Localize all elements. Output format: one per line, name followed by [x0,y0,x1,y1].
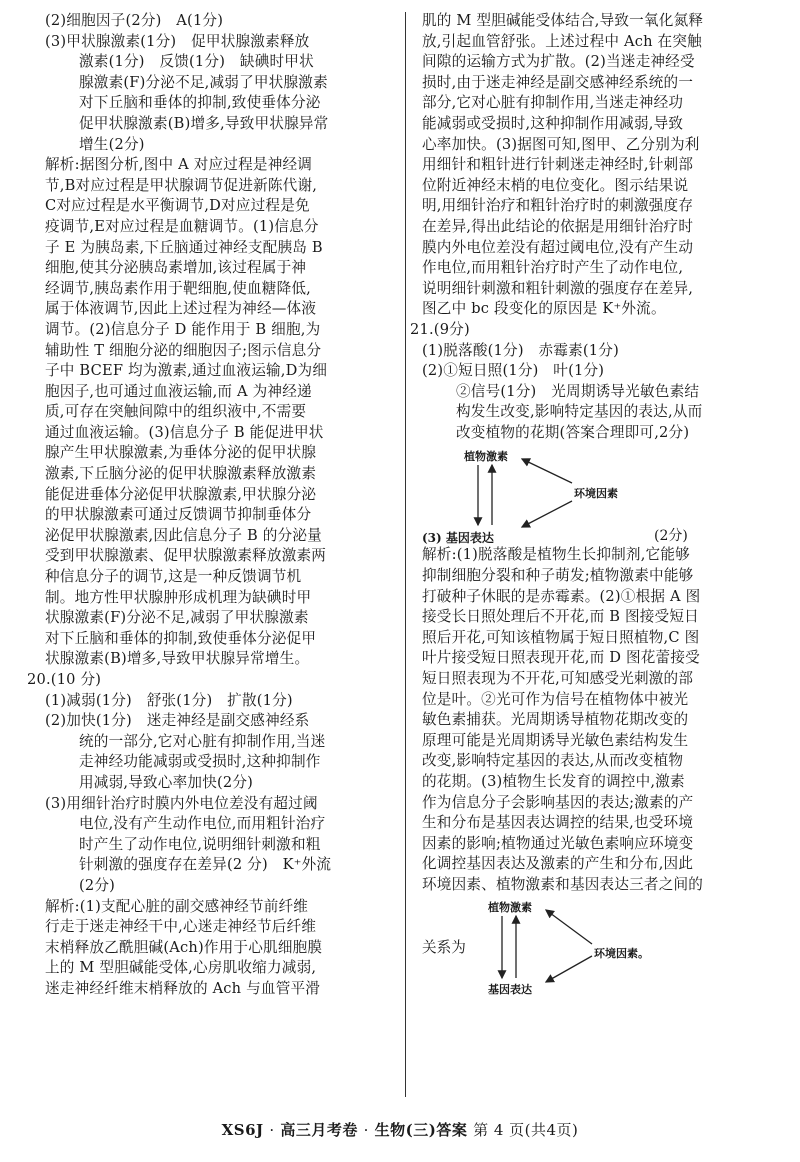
analysis-line: 位附近神经末梢的电位变化。图示结果说 [422,176,689,194]
env-to-gene-arrow [546,956,592,982]
gene-expression-label: 基因表达 [488,982,532,996]
answer-line: 走神经功能减弱或受损时,这种抑制作 [79,753,321,771]
analysis-line: 明,用细针治疗和粗针治疗时的刺激强度存 [422,197,694,215]
analysis-line: 解析:据图分析,图中 A 对应过程是神经调 [45,156,313,174]
analysis-line: 状腺激素(F)分泌不足,减弱了甲状腺激素 [45,609,309,627]
relationship-diagram-1 [422,445,782,546]
analysis-line: 生和分布是基因表达调控的结果,也受环境 [422,814,694,832]
analysis-line: 状腺激素(B)增多,导致甲状腺异常增生。 [45,650,310,668]
environment-label: 环境因素。 [594,946,649,960]
analysis-line: 短日照表现为不开花,可知感受光刺激的部 [422,670,694,688]
answer-line: 增生(2分) [79,135,145,153]
left-column [27,11,393,1000]
gene-expression-label: (3) 基因表达 [422,531,494,546]
analysis-line: 解析:(1)支配心脏的副交感神经节前纤维 [45,897,309,915]
answer-line: 电位,没有产生动作电位,而用粗针治疗 [79,815,326,833]
analysis-line: 末梢释放乙酰胆碱(Ach)作用于心肌细胞膜 [45,938,323,956]
analysis-line: 子 E 为胰岛素,下丘脑通过神经支配胰岛 B [45,238,323,256]
diagram-score: (2分) [654,528,688,545]
analysis-line: 受到甲状腺激素、促甲状腺激素释放激素两 [45,547,327,565]
plant-hormone-label: 植物激素 [488,900,532,914]
analysis-line: 位是叶。②光可作为信号在植物体中被光 [422,690,689,708]
analysis-line: 种信息分子的调节,这是一种反馈调节机 [45,568,302,586]
analysis-line: 接受长日照处理后不开花,而 B 图接受短日 [422,608,699,626]
analysis-line: 属于体液调节,因此上述过程为神经—体液 [45,300,317,318]
analysis-line: 经调节,胰岛素作用于靶细胞,使血糖降低, [45,279,312,297]
answer-line: 激素(1分) 反馈(1分) 缺碘时甲状 [79,53,314,71]
answer-line: (3)甲状腺激素(1分) 促甲状腺激素释放 [45,32,310,50]
analysis-line: 环境因素、植物激素和基因表达三者之间的 [422,875,704,893]
analysis-line: 敏色素捕获。光周期诱导植物花期改变的 [422,711,689,729]
page-footer: XS6J · 高三月考卷 · 生物(三)答案 第 4 页(共4页) [221,1121,579,1139]
analysis-line: 胞因子,也可通过血液运输,而 A 为神经递 [45,382,312,400]
question-heading: 21.(9分) [410,320,470,338]
analysis-line: 迷走神经纤维末梢释放的 Ach 与血管平滑 [45,979,321,997]
analysis-line: 节,B对应过程是甲状腺调节促进新陈代谢, [45,176,318,194]
answer-line: 针刺激的强度存在差异(2 分) K⁺外流 [79,856,332,874]
analysis-line: 行走于迷走神经干中,心迷走神经节后纤维 [45,918,317,936]
answer-line: (2分) [79,876,116,894]
env-to-gene-arrow [522,501,572,527]
analysis-line: 说明细针刺激和粗针刺激的强度存在差异, [422,279,694,297]
analysis-line: 因素的影响;植物通过光敏色素响应环境变 [422,834,694,852]
answer-line: 对下丘脑和垂体的抑制,致使垂体分泌 [79,94,321,112]
analysis-line: 能促进垂体分泌促甲状腺激素,甲状腺分泌 [45,485,317,503]
right-column [410,11,782,996]
relationship-prefix: 关系为 [422,938,466,956]
analysis-line: 肌的 M 型胆碱能受体结合,导致一氧化氮释 [422,12,704,29]
analysis-line: 图乙中 bc 段变化的原因是 K⁺外流。 [422,300,666,318]
analysis-line: 通过血液运输。(3)信息分子 B 能促进甲状 [45,423,324,441]
answer-line: (3)用细针治疗时膜内外电位差没有超过阈 [45,794,318,812]
analysis-line: 的甲状腺激素可通过反馈调节抑制垂体分 [45,506,312,524]
analysis-line: 心率加快。(3)据图可知,图甲、乙分别为利 [422,135,700,153]
analysis-line: 泌促甲状腺激素,因此信息分子 B 的分泌量 [45,526,322,544]
analysis-line: 用细针和粗针进行针刺迷走神经时,针刺部 [422,156,694,174]
env-to-hormone-arrow [522,459,572,483]
footer-exam: 高三月考卷 [280,1121,358,1139]
analysis-line: 间隙的运输方式为扩散。(2)当迷走神经受 [422,53,695,71]
question-heading: 20.(10 分) [27,671,102,688]
footer-subject: 生物(三)答案 [374,1121,468,1139]
answer-line: 构发生改变,影响特定基因的表达,从而 [456,403,703,421]
answer-line: 统的一部分,它对心脏有抑制作用,当迷 [79,732,326,750]
analysis-line: 制。地方性甲状腺肿形成机理为缺碘时甲 [45,588,312,606]
analysis-line: C对应过程是水平衡调节,D对应过程是免 [45,197,310,215]
analysis-line: 上的 M 型胆碱能受体,心房肌收缩力减弱, [45,959,317,977]
analysis-line: 损时,由于迷走神经是副交感神经系统的一 [422,73,694,91]
column-divider [405,12,406,1097]
answer-line: (2)加快(1分) 迷走神经是副交感神经系 [45,712,310,730]
answer-line: 腺激素(F)分泌不足,减弱了甲状腺激素 [79,73,328,91]
analysis-line: 照后开花,可知该植物属于短日照植物,C 图 [422,628,700,646]
analysis-line: 解析:(1)脱落酸是植物生长抑制剂,它能够 [422,546,690,564]
analysis-line: 的花期。(3)植物生长发育的调控中,激素 [422,773,685,790]
analysis-line: 对下丘脑和垂体的抑制,致使垂体分泌促甲 [45,629,317,647]
analysis-line: 激素,下丘脑分泌的促甲状腺激素释放激素 [45,465,317,483]
analysis-line: 细胞,使其分泌胰岛素增加,该过程属于神 [45,259,307,277]
analysis-line: 在差异,得出此结论的依据是用细针治疗时 [422,217,694,235]
env-to-hormone-arrow [546,910,592,944]
answer-line: ②信号(1分) 光周期诱导光敏色素结 [456,382,700,400]
analysis-line: 抑制细胞分裂和种子萌发;植物激素中能够 [422,567,694,585]
analysis-line: 改变,影响特定基因的表达,从而改变植物 [422,752,684,770]
answer-line: 用减弱,导致心率加快(2分) [79,773,254,791]
analysis-line: 作电位,而用粗针治疗时产生了动作电位, [422,259,684,277]
answer-line: (1)减弱(1分) 舒张(1分) 扩散(1分) [45,691,293,709]
analysis-line: 化调控基因表达及激素的产生和分布,因此 [422,855,694,873]
analysis-line: 叶片接受短日照表现开花,而 D 图花蕾接受 [422,649,700,667]
analysis-line: 调节。(2)信息分子 D 能作用于 B 细胞,为 [45,320,321,338]
analysis-line: 原理可能是光周期诱导光敏色素结构发生 [422,731,689,749]
answer-line: 改变植物的花期(答案合理即可,2分) [456,423,690,441]
environment-label: 环境因素 [574,487,618,501]
analysis-line: 部分,它对心脏有抑制作用,当迷走神经功 [422,94,684,112]
analysis-line: 腺产生甲状腺激素,为垂体分泌的促甲状腺 [45,444,317,462]
analysis-line: 质,可存在突触间隙中的组织液中,不需要 [45,403,307,421]
analysis-line: 能减弱或受损时,这种抑制作用减弱,导致 [422,114,684,132]
answer-line: 促甲状腺激素(B)增多,导致甲状腺异常 [79,114,329,132]
analysis-line: 子中 BCEF 均为激素,通过血液运输,D为细 [45,362,328,380]
footer-page: 第 4 页(共4页) [473,1121,579,1139]
analysis-line: 放,引起血管舒张。上述过程中 Ach 在突触 [422,32,702,50]
answer-line: 时产生了动作电位,说明细针刺激和粗 [79,835,321,853]
analysis-line: 打破种子休眠的是赤霉素。(2)①根据 A 图 [422,587,701,605]
analysis-line: 辅助性 T 细胞分泌的细胞因子;图示信息分 [45,341,322,359]
analysis-line: 作为信息分子会影响基因的表达;激素的产 [422,793,694,811]
analysis-line: 疫调节,E对应过程是血糖调节。(1)信息分 [45,217,319,235]
answer-line: (2)细胞因子(2分) A(1分) [45,12,224,29]
analysis-line: 膜内外电位差没有超过阈电位,没有产生动 [422,238,694,256]
answer-line: (1)脱落酸(1分) 赤霉素(1分) [422,341,619,359]
relationship-diagram-2 [422,898,782,994]
answer-line: (2)①短日照(1分) 叶(1分) [422,362,605,380]
footer-code: XS6J [221,1121,264,1139]
plant-hormone-label: 植物激素 [464,450,508,464]
